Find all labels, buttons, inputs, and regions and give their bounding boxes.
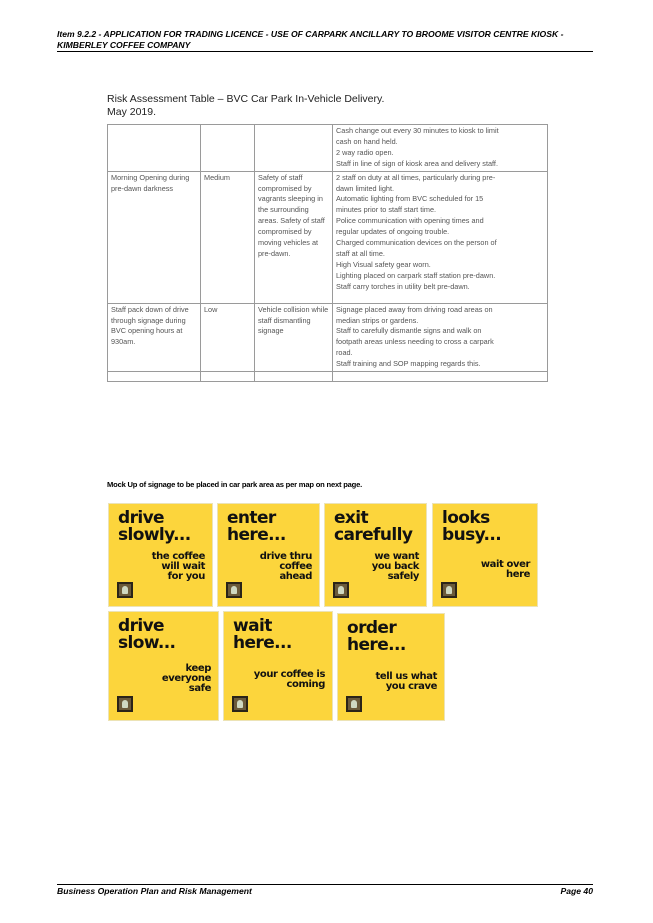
control-line: Staff training and SOP mapping regards this. <box>336 359 481 369</box>
sign-headline: drive slowly... <box>118 508 191 545</box>
risk-cell: Safety of staff compromised by vagrants sleeping in the surrounding areas. Safety of staff compromised by moving vehicles at pre-dawn. <box>255 171 333 303</box>
sign-looks-busy <box>433 504 537 606</box>
controls-cell <box>333 303 548 371</box>
sign-tagline: the coffee will wait for you <box>151 551 205 582</box>
footer-title: Business Operation Plan and Risk Management <box>57 886 252 896</box>
document-title <box>107 93 384 119</box>
sign-headline: looks busy... <box>442 508 502 545</box>
control-line: footpath areas unless needing to cross a carpark <box>336 337 494 347</box>
sign-tagline: your coffee is coming <box>253 669 325 690</box>
control-line: Signage placed away from driving road areas on <box>336 304 493 314</box>
header-line-2: KIMBERLEY COFFEE COMPANY <box>57 39 191 50</box>
coffee-logo-icon <box>226 582 242 598</box>
risk-cell <box>255 125 333 172</box>
rating-cell: Medium <box>201 171 255 303</box>
risk-cell <box>255 372 333 382</box>
sign-wait-here <box>224 612 332 720</box>
coffee-logo-icon <box>117 582 133 598</box>
sign-tagline: drive thru coffee ahead <box>259 551 312 582</box>
control-line: 2 way radio open. <box>336 147 394 157</box>
coffee-logo-icon <box>441 582 457 598</box>
control-line: median strips or gardens. <box>336 315 419 325</box>
risk-cell: Vehicle collision while staff dismantling signage <box>255 303 333 371</box>
page-footer <box>57 884 593 897</box>
risk-assessment-table <box>107 124 548 382</box>
sign-drive-slow <box>109 612 218 720</box>
coffee-logo-icon <box>117 696 133 712</box>
page-header <box>57 29 593 52</box>
controls-cell <box>333 372 548 382</box>
sign-headline: exit carefully <box>334 508 413 545</box>
sign-order-here <box>338 614 444 720</box>
activity-cell <box>108 372 201 382</box>
table-row <box>108 372 548 382</box>
title-line-2: May 2019. <box>107 106 157 118</box>
sign-tagline: wait over here <box>480 559 530 580</box>
control-line: Police communication with opening times and <box>336 216 484 226</box>
control-line: High Visual safety gear worn. <box>336 259 431 269</box>
rating-cell: Low <box>201 303 255 371</box>
control-line: Automatic lighting from BVC scheduled for 15 <box>336 194 484 204</box>
table-row <box>108 303 548 371</box>
coffee-logo-icon <box>232 696 248 712</box>
controls-cell <box>333 125 548 172</box>
control-line: Cash change out every 30 minutes to kiosk to limit <box>336 126 499 135</box>
coffee-logo-icon <box>346 696 362 712</box>
control-line: road. <box>336 348 353 358</box>
control-line: Staff in line of sign of kiosk area and delivery staff. <box>336 158 498 168</box>
sign-tagline: tell us what you crave <box>375 671 437 692</box>
control-line: staff at all time. <box>336 248 385 258</box>
sign-exit-carefully <box>325 504 426 606</box>
control-line: 2 staff on duty at all times, particularly during pre- <box>336 172 496 182</box>
sign-tagline: we want you back safely <box>371 551 419 582</box>
sign-drive-slowly <box>109 504 212 606</box>
activity-cell: Morning Opening during pre-dawn darkness <box>108 171 201 303</box>
controls-cell <box>333 171 548 303</box>
control-line: Lighting placed on carpark staff station pre-dawn. <box>336 270 496 280</box>
sign-headline: enter here... <box>227 508 286 545</box>
sign-headline: drive slow... <box>118 616 176 653</box>
activity-cell: Staff pack down of drive through signage during BVC opening hours at 930am. <box>108 303 201 371</box>
rating-cell <box>201 125 255 172</box>
sign-headline: order here... <box>347 618 406 655</box>
mockup-caption: Mock Up of signage to be placed in car park area as per map on next page. <box>107 480 363 489</box>
control-line: Staff to carefully dismantle signs and walk on <box>336 326 482 336</box>
coffee-logo-icon <box>333 582 349 598</box>
control-line: regular updates of ongoing trouble. <box>336 227 450 237</box>
control-line: dawn limited light. <box>336 183 394 193</box>
sign-tagline: keep everyone safe <box>161 663 211 694</box>
rating-cell <box>201 372 255 382</box>
title-line-1: Risk Assessment Table – BVC Car Park In-Vehicle Delivery. <box>107 93 385 105</box>
sign-enter-here <box>218 504 319 606</box>
header-line-1: Item 9.2.2 - APPLICATION FOR TRADING LICENCE - USE OF CARPARK ANCILLARY TO BROOME VISITOR CENTRE KIOSK - <box>57 29 564 39</box>
control-line: Charged communication devices on the person of <box>336 238 497 248</box>
control-line: minutes prior to staff start time. <box>336 205 437 215</box>
table-row <box>108 171 548 303</box>
page-number: Page 40 <box>560 886 593 896</box>
sign-headline: wait here... <box>233 616 292 653</box>
table-row <box>108 125 548 172</box>
control-line: cash on hand held. <box>336 136 398 146</box>
control-line: Staff carry torches in utility belt pre-dawn. <box>336 281 470 291</box>
activity-cell <box>108 125 201 172</box>
